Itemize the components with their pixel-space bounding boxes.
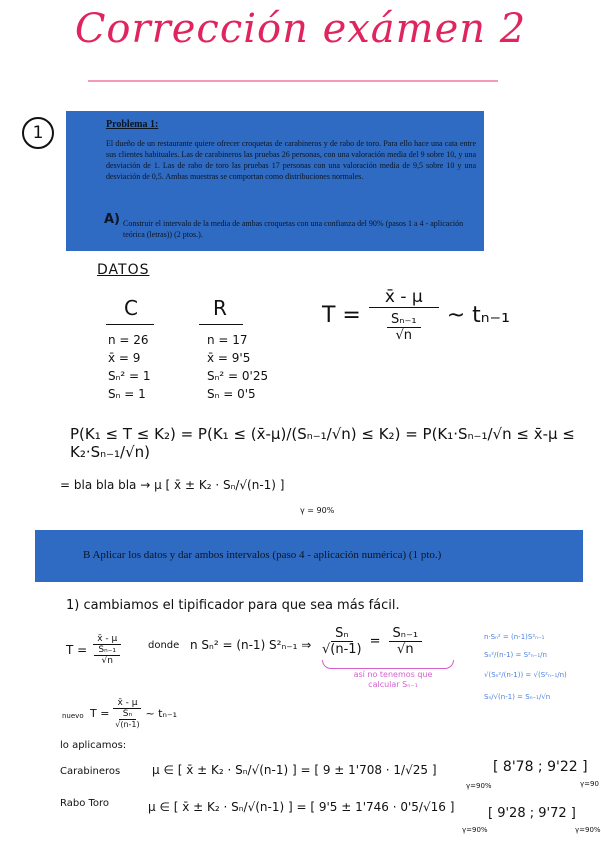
carabineros-formula: μ ∈ [ x̄ ± K₂ · Sₙ/√(n-1) ] = [ 9 ± 1'708 · 1/√25 ] xyxy=(152,763,437,777)
blue-note-2: Sₙ²/(n-1) = S²ₙ₋₁/n xyxy=(484,651,547,659)
t-definition xyxy=(66,634,121,666)
col-c-values xyxy=(108,331,151,403)
part-b-question: B Aplicar los datos y dar ambos intervalos (paso 4 - aplicación numérica) (1 pto.) xyxy=(83,549,442,561)
ratio-right xyxy=(389,626,423,657)
t-denominator xyxy=(387,312,421,343)
t-numerator: x̄ - μ xyxy=(369,287,439,308)
rabo-label: Rabo Toro xyxy=(60,798,110,809)
col-c-n: n = 26 xyxy=(108,333,149,347)
nuevo-label: nuevo xyxy=(62,712,84,720)
col-r-n: n = 17 xyxy=(207,333,248,347)
exercise-number: 1 xyxy=(22,117,54,149)
nuevo-den-num: Sₙ xyxy=(119,709,136,720)
aplicamos-label: lo aplicamos: xyxy=(60,740,127,751)
col-r-header: R xyxy=(213,296,227,320)
ratio-right-den: √n xyxy=(397,642,414,657)
t-distribution: ~ tₙ₋₁ xyxy=(446,302,510,328)
pink-brace xyxy=(322,660,454,669)
ratio-left xyxy=(322,626,362,657)
page-title: Corrección exámen 2 xyxy=(74,6,527,52)
part-b-scan xyxy=(35,530,583,582)
rabo-gamma: γ=90% xyxy=(462,826,488,834)
t-fraction xyxy=(369,287,439,343)
rabo-result-gamma: γ=90% xyxy=(575,826,601,834)
part-a-question: Construir el intervalo de la media de ambas croquetas con una confianza del 90% (pasos 1 a 4 - aplicación teórica (letras)) (2 ptos.). xyxy=(123,219,464,239)
problem-text: El dueño de un restaurante quiere ofrecer croquetas de carabineros y de rabo de toro. Para ello hace una cata entre sus clientes habituales. Las de carabineros las pruebas 26 personas, con una valoración media del 9 sobre 10, y una desviación de 1. Las de rabo de toro las pruebas 17 personas con una valoración media de 9,5 sobre 10 y una desviación de 0,5. Ambas muestras se comportan como distribuciones normales. xyxy=(106,139,476,181)
col-c-sd: Sₙ = 1 xyxy=(108,387,146,401)
ratio-equality xyxy=(322,626,422,657)
blue-note-1: n·Sₙ² = (n-1)S²ₙ₋₁ xyxy=(484,633,545,641)
t2-fraction xyxy=(93,634,121,666)
blue-note-4: Sₙ/√(n-1) = Sₙ₋₁/√n xyxy=(484,693,551,701)
datos-label: DATOS xyxy=(97,262,150,278)
t2-den-num: Sₙ₋₁ xyxy=(94,645,120,656)
col-r-mean: x̄ = 9'5 xyxy=(207,351,251,365)
col-c-mean: x̄ = 9 xyxy=(108,351,141,365)
col-r-rule xyxy=(199,324,243,325)
title-underline xyxy=(88,80,498,82)
col-r xyxy=(195,296,245,320)
ratio-right-num: Sₙ₋₁ xyxy=(389,626,423,642)
col-r-values xyxy=(207,331,268,403)
t2-den-den: √n xyxy=(101,656,113,666)
nuevo-t-lhs: T = xyxy=(90,707,110,720)
pink-note: así no tenemos que calcular Sₙ₋₁ xyxy=(353,670,433,689)
carabineros-label: Carabineros xyxy=(60,766,121,777)
col-r-var: Sₙ² = 0'25 xyxy=(207,369,269,383)
t2-lhs: T = xyxy=(66,643,88,657)
ratio-left-num: Sₙ xyxy=(331,626,352,642)
ratio-eq: = xyxy=(369,634,381,649)
donde-label: donde xyxy=(148,640,180,651)
problem-title: Problema 1: xyxy=(106,119,159,130)
ratio-left-den: √(n-1) xyxy=(322,642,362,657)
rabo-result: [ 9'28 ; 9'72 ] xyxy=(488,806,576,821)
problem-scan xyxy=(66,111,484,251)
blue-note-3: √(Sₙ²/(n-1)) = √(S²ₙ₋₁/n) xyxy=(484,671,567,679)
col-c-var: Sₙ² = 1 xyxy=(108,369,151,383)
nuevo-den xyxy=(115,709,139,729)
nuevo-den-den: √(n-1) xyxy=(115,720,140,729)
t-den-num: Sₙ₋₁ xyxy=(387,312,421,328)
part-a-letter: A) xyxy=(104,212,121,227)
carabineros-result: [ 8'78 ; 9'22 ] xyxy=(493,759,588,775)
col-c xyxy=(106,296,156,320)
relation: n Sₙ² = (n-1) S²ₙ₋₁ ⇒ xyxy=(190,638,312,652)
col-r-sd: Sₙ = 0'5 xyxy=(207,387,256,401)
nuevo-t xyxy=(90,698,177,729)
nuevo-num: x̄ - μ xyxy=(113,698,141,709)
nuevo-dist: ~ tₙ₋₁ xyxy=(145,707,178,720)
carabineros-gamma: γ=90% xyxy=(466,782,492,790)
probability-line: P(K₁ ≤ T ≤ K₂) = P(K₁ ≤ (x̄-μ)/(Sₙ₋₁/√n) ≤ K₂) = P(K₁·Sₙ₋₁/√n ≤ x̄-μ ≤ K₂·Sₙ₋₁/√n) xyxy=(70,425,575,461)
t2-den xyxy=(94,645,120,666)
t2-num: x̄ - μ xyxy=(93,634,121,645)
nuevo-fraction xyxy=(113,698,141,729)
t-den-den: √n xyxy=(395,328,413,343)
col-c-header: C xyxy=(124,296,138,320)
carabineros-result-gamma: γ=90 xyxy=(580,780,599,788)
blue-notes xyxy=(484,632,584,702)
col-c-rule xyxy=(106,324,154,325)
t-lhs: T = xyxy=(322,302,361,328)
step-title: 1) cambiamos el tipificador para que sea más fácil. xyxy=(66,598,400,613)
t-statistic xyxy=(322,287,510,343)
bla-line: = bla bla bla → μ [ x̄ ± K₂ · Sₙ/√(n-1) ] xyxy=(60,478,285,492)
rabo-formula: μ ∈ [ x̄ ± K₂ · Sₙ/√(n-1) ] = [ 9'5 ± 1'746 · 0'5/√16 ] xyxy=(148,800,455,814)
bla-gamma: γ = 90% xyxy=(300,506,335,515)
